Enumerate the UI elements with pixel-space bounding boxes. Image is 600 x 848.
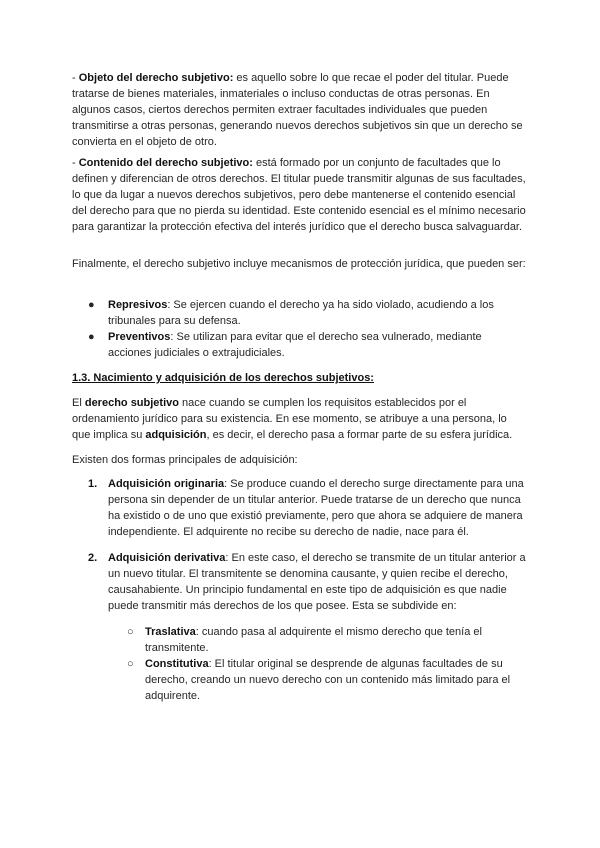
item-text: : Se produce cuando el derecho surge directamente para una persona sin depender de un titular anterior. Puede tratarse de un derecho que nunca ha existido o de uno que existió previamente, pero que ahora se adquiere de manera independiente. El adquirente no recibe su derecho de nadie, nace para él. [108,478,524,538]
contenido-term: Contenido del derecho subjetivo: [78,157,253,169]
list-item-derivativa [108,550,528,614]
subitem-constitutiva [145,656,528,704]
list-item-represivos [108,297,528,329]
subitem-text: : cuando pasa al adquirente el mismo derecho que tenía el transmitente. [145,626,482,654]
subitem-traslativa [145,624,528,656]
list-item-preventivos [108,329,528,361]
intro-term: derecho subjetivo [84,397,179,409]
objeto-paragraph [72,70,528,150]
bullet-text: : Se ejercen cuando el derecho ya ha sido violado, acudiendo a los tribunales para su defensa. [108,299,494,327]
section-heading: 1.3. Nacimiento y adquisición de los derechos subjetivos: [72,372,374,384]
dash: - [72,72,79,84]
intro-paragraph [72,395,528,443]
bullet-icon: ● [88,331,95,343]
intro-text: , es decir, el derecho pasa a formar parte de su esfera jurídica. [206,429,513,441]
bullet-term: Preventivos [108,331,171,343]
subitem-text: : El titular original se desprende de algunas facultades de su derecho, creando un nuevo derecho con un contenido más limitado para el adquirente. [145,658,511,702]
objeto-text: es aquello sobre lo que recae el poder del titular. Puede tratarse de bienes materiales, inmateriales o incluso conductas de otras personas. En algunos casos, ciertos derechos permiten extraer facultades individuales que pueden transmitirse a otras personas, generando nuevos derechos subjetivos sin que un derecho se convierta en el objeto de otro. [72,72,523,148]
item-term: Adquisición originaria [108,478,225,490]
dash: - [72,157,79,169]
finalmente-paragraph: Finalmente, el derecho subjetivo incluye mecanismos de protección jurídica, que pueden ser: [72,258,526,270]
formas-paragraph: Existen dos formas principales de adquisición: [72,454,298,466]
contenido-paragraph [72,155,528,235]
contenido-text: está formado por un conjunto de facultades que lo definen y diferencian de otros derechos. El titular puede transmitir algunas de sus facultades, lo que da lugar a nuevos derechos subjetivos, pero debe mantenerse el contenido esencial del derecho para que no pierda su identidad. Este contenido esencial es el mínimo necesario para garantizar la protección efectiva del interés jurídico que el derecho busca salvaguardar. [72,157,526,233]
item-term: Adquisición derivativa [108,552,226,564]
intro-text: El [72,397,85,409]
objeto-term: Objeto del derecho subjetivo: [78,72,234,84]
subitem-term: Traslativa [145,626,196,638]
bullet-text: : Se utilizan para evitar que el derecho sea vulnerado, mediante acciones judiciales o extrajudiciales. [108,331,482,359]
circle-bullet-icon: ○ [127,658,134,670]
intro-term: adquisición [145,429,207,441]
list-number: 1. [88,478,98,490]
subitem-term: Constitutiva [145,658,209,670]
bullet-icon: ● [88,299,95,311]
bullet-term: Represivos [108,299,168,311]
list-item-originaria [108,476,528,540]
intro-text: nace cuando se cumplen los requisitos establecidos por el ordenamiento jurídico para su existencia. En ese momento, se atribuye a una persona, lo que implica su [72,397,507,441]
list-number: 2. [88,552,98,564]
circle-bullet-icon: ○ [127,626,134,638]
item-text: : En este caso, el derecho se transmite de un titular anterior a un nuevo titular. El transmitente se denomina causante, y quien recibe el derecho, causahabiente. Un principio fundamental en este tipo de adquisición es que nadie puede transmitir más derechos de los que posee. Esta se subdivide en: [108,552,526,612]
